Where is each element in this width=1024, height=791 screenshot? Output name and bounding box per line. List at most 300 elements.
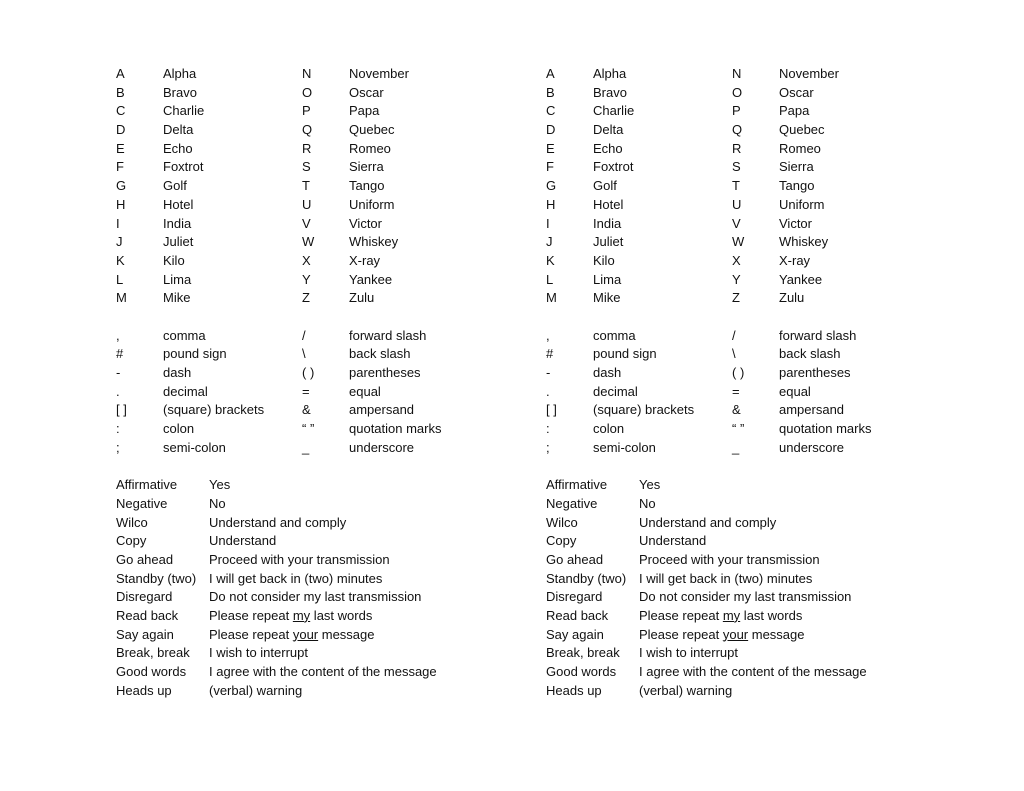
letter: L bbox=[546, 271, 554, 287]
symbol-row bbox=[546, 345, 966, 364]
alphabet-row bbox=[546, 215, 966, 234]
proword-meaning bbox=[209, 551, 390, 570]
prowords-section bbox=[546, 476, 966, 700]
code-word: Kilo bbox=[163, 252, 185, 268]
letter: R bbox=[302, 140, 312, 156]
symbol-name: underscore bbox=[349, 439, 415, 455]
symbol-row bbox=[116, 420, 536, 439]
meaning-text: Please repeat bbox=[209, 607, 293, 623]
proword-row bbox=[116, 607, 536, 626]
meaning-text: last words bbox=[310, 607, 373, 623]
code-word: Delta bbox=[163, 122, 194, 138]
letter: E bbox=[546, 140, 555, 156]
reference-card-left bbox=[116, 65, 536, 700]
emphasized-word: your bbox=[292, 626, 319, 642]
proword-meaning bbox=[209, 644, 308, 663]
meaning-text: I will get back in (two) minutes bbox=[209, 570, 383, 586]
meaning-text: (verbal) warning bbox=[209, 682, 303, 698]
proword-meaning bbox=[209, 663, 437, 682]
letter: N bbox=[732, 66, 742, 81]
code-word: Foxtrot bbox=[163, 159, 204, 175]
proword: Disregard bbox=[546, 589, 603, 605]
symbol-name: quotation marks bbox=[779, 421, 872, 437]
proword-row bbox=[546, 532, 966, 551]
symbol: & bbox=[732, 402, 741, 418]
symbol: ( ) bbox=[302, 365, 315, 380]
letter: J bbox=[546, 234, 553, 250]
code-word: Yankee bbox=[349, 271, 393, 287]
emphasized-word: my bbox=[292, 607, 311, 623]
phonetic-alphabet-section bbox=[116, 65, 536, 308]
symbol-row bbox=[116, 364, 536, 383]
meaning-text: Please repeat bbox=[639, 607, 723, 623]
symbol: = bbox=[302, 383, 310, 399]
symbol-name: dash bbox=[163, 365, 192, 380]
code-word: Echo bbox=[593, 140, 623, 156]
code-word: November bbox=[349, 66, 409, 81]
alphabet-row bbox=[116, 289, 536, 308]
code-word: Oscar bbox=[349, 84, 384, 100]
symbol-name: quotation marks bbox=[349, 421, 442, 437]
alphabet-row bbox=[116, 84, 536, 103]
proword-row bbox=[546, 476, 966, 495]
code-word: Zulu bbox=[349, 290, 375, 306]
letter: S bbox=[732, 159, 741, 175]
proword-row bbox=[546, 551, 966, 570]
letter: C bbox=[546, 103, 556, 119]
alphabet-row bbox=[116, 271, 536, 290]
code-word: Charlie bbox=[593, 103, 635, 119]
symbol: ; bbox=[546, 439, 550, 455]
alphabet-row bbox=[546, 84, 966, 103]
meaning-text: Yes bbox=[639, 477, 661, 493]
symbol-row bbox=[546, 420, 966, 439]
code-word: Uniform bbox=[779, 196, 825, 212]
letter: A bbox=[116, 66, 125, 81]
symbol: “ ” bbox=[732, 421, 745, 437]
proword: Good words bbox=[116, 664, 187, 679]
proword-row bbox=[546, 626, 966, 645]
alphabet-row bbox=[116, 158, 536, 177]
meaning-text: Please repeat bbox=[209, 626, 293, 642]
alphabet-row bbox=[116, 233, 536, 252]
symbol: _ bbox=[302, 439, 310, 455]
proword: Say again bbox=[546, 626, 604, 642]
letter: D bbox=[116, 122, 126, 138]
meaning-text: Do not consider my last transmission bbox=[209, 589, 422, 605]
proword-row bbox=[116, 532, 536, 551]
code-word: Foxtrot bbox=[593, 159, 634, 175]
symbol-name: (square) brackets bbox=[593, 402, 695, 418]
letter: U bbox=[732, 196, 742, 212]
proword-row bbox=[116, 570, 536, 589]
symbol: . bbox=[546, 383, 550, 399]
proword: Wilco bbox=[546, 514, 578, 530]
code-word: Delta bbox=[593, 122, 624, 138]
code-word: Lima bbox=[593, 271, 622, 287]
meaning-text: Understand bbox=[639, 533, 707, 549]
proword-row bbox=[116, 514, 536, 533]
symbol: = bbox=[732, 383, 740, 399]
letter: M bbox=[546, 290, 557, 306]
alphabet-row bbox=[546, 102, 966, 121]
proword-row bbox=[546, 682, 966, 701]
proword: Read back bbox=[116, 607, 179, 623]
letter: C bbox=[116, 103, 126, 119]
symbol-name: forward slash bbox=[349, 327, 427, 343]
proword-meaning bbox=[209, 532, 276, 551]
proword-meaning bbox=[209, 626, 375, 645]
symbol-name: ampersand bbox=[349, 402, 415, 418]
letter: X bbox=[732, 252, 741, 268]
code-word: Tango bbox=[779, 178, 815, 194]
letter: W bbox=[732, 234, 745, 250]
code-word: Uniform bbox=[349, 196, 395, 212]
proword-row bbox=[116, 588, 536, 607]
proword: Affirmative bbox=[116, 477, 178, 493]
code-word: Golf bbox=[593, 178, 617, 194]
letter: K bbox=[116, 252, 125, 268]
meaning-text: Proceed with your transmission bbox=[639, 551, 820, 567]
code-word: Zulu bbox=[779, 290, 805, 306]
letter: F bbox=[116, 159, 124, 175]
proword-row bbox=[116, 551, 536, 570]
symbol-name: (square) brackets bbox=[163, 402, 265, 418]
proword: Good words bbox=[546, 664, 617, 679]
meaning-text: Please repeat bbox=[639, 626, 723, 642]
proword-row bbox=[116, 626, 536, 645]
letter: E bbox=[116, 140, 125, 156]
proword-meaning bbox=[639, 607, 802, 626]
proword-meaning bbox=[639, 682, 732, 701]
code-word: Mike bbox=[163, 290, 191, 306]
code-word: X-ray bbox=[349, 252, 381, 268]
proword-meaning bbox=[639, 663, 867, 682]
proword-meaning bbox=[639, 532, 706, 551]
letter: H bbox=[546, 196, 556, 212]
code-word: Charlie bbox=[163, 103, 205, 119]
code-word: Romeo bbox=[349, 140, 391, 156]
letter: Z bbox=[732, 290, 740, 306]
code-word: X-ray bbox=[779, 252, 811, 268]
symbol-row bbox=[116, 327, 536, 346]
proword-meaning bbox=[639, 626, 805, 645]
symbol-row bbox=[546, 383, 966, 402]
symbol: : bbox=[116, 421, 120, 437]
alphabet-row bbox=[546, 140, 966, 159]
proword-meaning bbox=[209, 588, 421, 607]
proword-meaning bbox=[639, 551, 820, 570]
letter: J bbox=[116, 234, 123, 250]
code-word: Bravo bbox=[593, 84, 627, 100]
meaning-text: Do not consider my last transmission bbox=[639, 589, 852, 605]
proword: Go ahead bbox=[116, 551, 174, 567]
proword-meaning bbox=[209, 476, 230, 495]
symbol: - bbox=[116, 365, 121, 380]
symbol: [ ] bbox=[116, 402, 127, 418]
symbol: # bbox=[546, 346, 554, 362]
alphabet-row bbox=[546, 271, 966, 290]
section-spacer bbox=[546, 457, 966, 476]
letter: F bbox=[546, 159, 554, 175]
code-word: India bbox=[593, 215, 622, 231]
symbol-name: underscore bbox=[779, 439, 845, 455]
letter: O bbox=[732, 84, 743, 100]
symbol: . bbox=[116, 383, 120, 399]
alphabet-row bbox=[116, 215, 536, 234]
letter: G bbox=[116, 178, 127, 194]
letter: T bbox=[302, 178, 310, 194]
letter: B bbox=[116, 84, 125, 100]
letter: R bbox=[732, 140, 742, 156]
symbol: _ bbox=[732, 439, 740, 455]
proword: Heads up bbox=[546, 682, 602, 698]
alphabet-row bbox=[116, 65, 536, 84]
letter: O bbox=[302, 84, 313, 100]
letter: A bbox=[546, 66, 555, 81]
symbol: , bbox=[546, 327, 550, 343]
symbol-name: comma bbox=[163, 327, 206, 343]
symbols-section bbox=[546, 327, 966, 458]
proword-row bbox=[116, 663, 536, 682]
letter: D bbox=[546, 122, 556, 138]
proword-row bbox=[546, 607, 966, 626]
meaning-text: I wish to interrupt bbox=[209, 645, 308, 661]
prowords-section bbox=[116, 476, 536, 700]
letter: M bbox=[116, 290, 127, 306]
letter: V bbox=[302, 215, 311, 231]
letter: P bbox=[302, 103, 311, 119]
proword-meaning bbox=[639, 588, 851, 607]
alphabet-row bbox=[116, 177, 536, 196]
code-word: Echo bbox=[163, 140, 193, 156]
meaning-text: last words bbox=[740, 607, 803, 623]
proword-meaning bbox=[639, 514, 776, 533]
symbol-name: colon bbox=[163, 421, 195, 437]
proword-meaning bbox=[209, 570, 382, 589]
code-word: Papa bbox=[779, 103, 810, 119]
proword: Disregard bbox=[116, 589, 173, 605]
proword: Go ahead bbox=[546, 551, 604, 567]
meaning-text: message bbox=[748, 626, 805, 642]
code-word: Victor bbox=[349, 215, 382, 231]
code-word: India bbox=[163, 215, 192, 231]
symbol-name: forward slash bbox=[779, 327, 857, 343]
symbol-name: ampersand bbox=[779, 402, 845, 418]
alphabet-row bbox=[546, 289, 966, 308]
meaning-text: I will get back in (two) minutes bbox=[639, 570, 813, 586]
symbol-name: semi-colon bbox=[163, 439, 226, 455]
proword: Heads up bbox=[116, 682, 172, 698]
code-word: Mike bbox=[593, 290, 621, 306]
letter: V bbox=[732, 215, 741, 231]
proword-row bbox=[546, 663, 966, 682]
proword: Negative bbox=[546, 495, 598, 511]
section-spacer bbox=[116, 308, 536, 327]
symbol: [ ] bbox=[546, 402, 557, 418]
proword-row bbox=[546, 644, 966, 663]
section-spacer bbox=[116, 457, 536, 476]
symbol-name: back slash bbox=[779, 346, 841, 362]
code-word: Alpha bbox=[593, 66, 627, 81]
code-word: Oscar bbox=[779, 84, 814, 100]
proword-row bbox=[116, 495, 536, 514]
proword: Copy bbox=[116, 533, 147, 549]
symbol-name: comma bbox=[593, 327, 636, 343]
proword-meaning bbox=[209, 495, 226, 514]
symbol-name: equal bbox=[779, 383, 811, 399]
proword: Negative bbox=[116, 495, 168, 511]
code-word: Alpha bbox=[163, 66, 197, 81]
symbol-name: dash bbox=[593, 365, 622, 380]
symbol-row bbox=[546, 439, 966, 458]
meaning-text: I wish to interrupt bbox=[639, 645, 738, 661]
code-word: November bbox=[779, 66, 839, 81]
symbol-row bbox=[546, 364, 966, 383]
code-word: Whiskey bbox=[779, 234, 829, 250]
letter: Y bbox=[732, 271, 741, 287]
code-word: Golf bbox=[163, 178, 187, 194]
phonetic-alphabet-section bbox=[546, 65, 966, 308]
proword-meaning bbox=[639, 570, 812, 589]
proword-row bbox=[116, 476, 536, 495]
code-word: Juliet bbox=[163, 234, 194, 250]
code-word: Sierra bbox=[349, 159, 384, 175]
alphabet-row bbox=[116, 196, 536, 215]
symbol: \ bbox=[732, 346, 736, 362]
letter: Q bbox=[302, 122, 313, 138]
symbol: / bbox=[302, 327, 306, 343]
symbols-section bbox=[116, 327, 536, 458]
proword-meaning bbox=[209, 607, 372, 626]
meaning-text: Proceed with your transmission bbox=[209, 551, 390, 567]
symbol: # bbox=[116, 346, 124, 362]
symbol-name: parentheses bbox=[779, 365, 851, 380]
code-word: Romeo bbox=[779, 140, 821, 156]
symbol-name: equal bbox=[349, 383, 381, 399]
code-word: Hotel bbox=[593, 196, 624, 212]
letter: Y bbox=[302, 271, 311, 287]
proword-row bbox=[546, 514, 966, 533]
symbol-name: pound sign bbox=[593, 346, 657, 362]
proword: Break, break bbox=[546, 645, 620, 661]
proword: Copy bbox=[546, 533, 577, 549]
proword: Read back bbox=[546, 607, 609, 623]
proword-meaning bbox=[209, 682, 302, 701]
letter: W bbox=[302, 234, 315, 250]
code-word: Whiskey bbox=[349, 234, 399, 250]
symbol-row bbox=[116, 401, 536, 420]
meaning-text: No bbox=[209, 495, 226, 511]
alphabet-row bbox=[546, 233, 966, 252]
symbol: - bbox=[546, 365, 551, 380]
meaning-text: message bbox=[318, 626, 375, 642]
letter: X bbox=[302, 252, 311, 268]
meaning-text: (verbal) warning bbox=[639, 682, 733, 698]
proword-row bbox=[116, 644, 536, 663]
code-word: Bravo bbox=[163, 84, 197, 100]
meaning-text: Understand and comply bbox=[639, 514, 777, 530]
meaning-text: I agree with the content of the message bbox=[209, 664, 437, 679]
symbol: & bbox=[302, 402, 311, 418]
code-word: Papa bbox=[349, 103, 380, 119]
proword-meaning bbox=[639, 495, 656, 514]
letter: B bbox=[546, 84, 555, 100]
code-word: Hotel bbox=[163, 196, 194, 212]
letter: I bbox=[116, 215, 120, 231]
letter: I bbox=[546, 215, 550, 231]
symbol-name: semi-colon bbox=[593, 439, 656, 455]
symbol: ( ) bbox=[732, 365, 745, 380]
symbol: ; bbox=[116, 439, 120, 455]
symbol: \ bbox=[302, 346, 306, 362]
meaning-text: I agree with the content of the message bbox=[639, 664, 867, 679]
alphabet-row bbox=[546, 177, 966, 196]
alphabet-row bbox=[116, 102, 536, 121]
proword-meaning bbox=[639, 476, 660, 495]
alphabet-row bbox=[546, 252, 966, 271]
proword-row bbox=[546, 570, 966, 589]
emphasized-word: my bbox=[722, 607, 741, 623]
proword: Wilco bbox=[116, 514, 148, 530]
proword: Affirmative bbox=[546, 477, 608, 493]
letter: T bbox=[732, 178, 740, 194]
alphabet-row bbox=[116, 252, 536, 271]
code-word: Quebec bbox=[349, 122, 395, 138]
symbol-name: pound sign bbox=[163, 346, 227, 362]
code-word: Victor bbox=[779, 215, 812, 231]
alphabet-row bbox=[116, 121, 536, 140]
meaning-text: No bbox=[639, 495, 656, 511]
alphabet-row bbox=[546, 121, 966, 140]
code-word: Sierra bbox=[779, 159, 814, 175]
code-word: Yankee bbox=[779, 271, 823, 287]
letter: P bbox=[732, 103, 741, 119]
proword-row bbox=[116, 682, 536, 701]
letter: K bbox=[546, 252, 555, 268]
alphabet-row bbox=[546, 65, 966, 84]
code-word: Kilo bbox=[593, 252, 615, 268]
meaning-text: Understand and comply bbox=[209, 514, 347, 530]
symbol: “ ” bbox=[302, 421, 315, 437]
letter: S bbox=[302, 159, 311, 175]
proword: Standby (two) bbox=[116, 570, 197, 586]
symbol: , bbox=[116, 327, 120, 343]
alphabet-row bbox=[546, 196, 966, 215]
letter: U bbox=[302, 196, 312, 212]
proword-meaning bbox=[209, 514, 346, 533]
proword-meaning bbox=[639, 644, 738, 663]
letter: Z bbox=[302, 290, 310, 306]
symbol-row bbox=[116, 439, 536, 458]
symbol-name: decimal bbox=[163, 383, 208, 399]
letter: L bbox=[116, 271, 124, 287]
symbol-name: parentheses bbox=[349, 365, 421, 380]
symbol-name: colon bbox=[593, 421, 625, 437]
proword-row bbox=[546, 588, 966, 607]
proword: Break, break bbox=[116, 645, 190, 661]
code-word: Tango bbox=[349, 178, 385, 194]
code-word: Quebec bbox=[779, 122, 825, 138]
symbol-row bbox=[116, 345, 536, 364]
letter: Q bbox=[732, 122, 743, 138]
symbol-row bbox=[546, 401, 966, 420]
letter: G bbox=[546, 178, 557, 194]
reference-card-right bbox=[546, 65, 966, 700]
proword: Say again bbox=[116, 626, 174, 642]
code-word: Lima bbox=[163, 271, 192, 287]
proword: Standby (two) bbox=[546, 570, 627, 586]
